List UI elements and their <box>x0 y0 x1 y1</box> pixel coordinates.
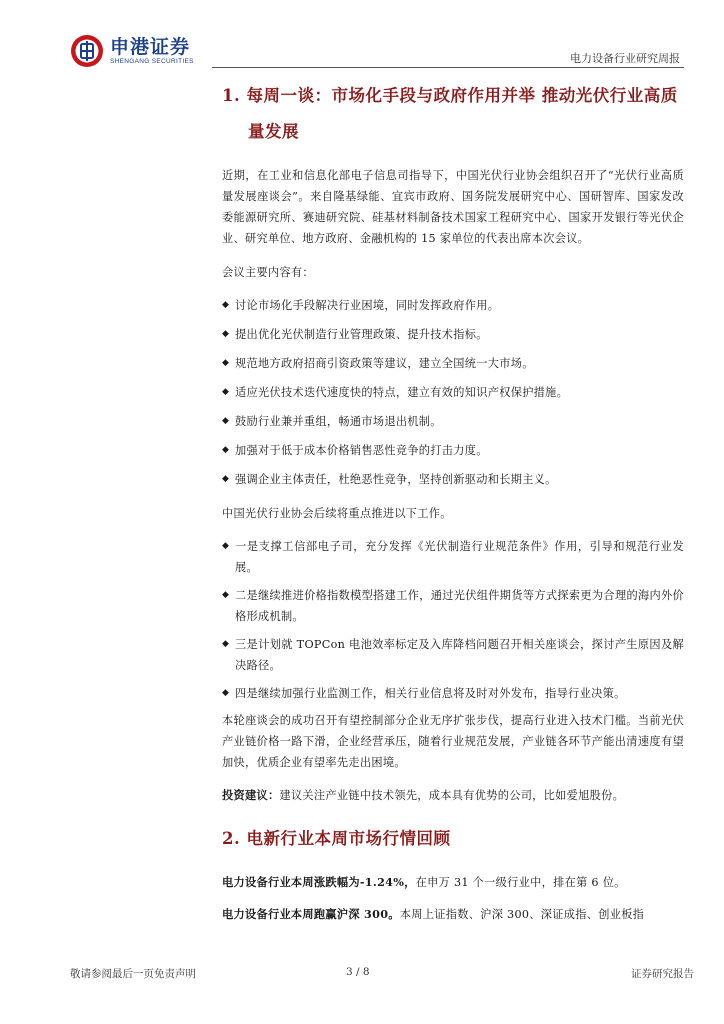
meeting-points-list <box>222 295 684 490</box>
meeting-intro: 会议主要内容有： <box>222 266 314 279</box>
list-item: ◆ 三是计划就 TOPCon 电池效率标定及入库降档问题召开相关座谈会，探讨产生原因及解决路径。 <box>222 634 684 676</box>
list-item: ◆ 提出优化光伏制造行业管理政策、提升技术指标。 <box>222 324 684 345</box>
header-divider <box>212 67 684 68</box>
bullet-icon: ◆ <box>222 416 230 426</box>
followup-points-list <box>222 536 684 704</box>
bullet-icon: ◆ <box>222 329 230 339</box>
advice-label: 投资建议： <box>222 788 280 802</box>
bullet-icon: ◆ <box>222 300 230 310</box>
bullet-icon: ◆ <box>222 639 230 649</box>
followup-intro: 中国光伏行业协会后续将重点推进以下工作。 <box>222 507 452 520</box>
bullet-icon: ◆ <box>222 387 230 397</box>
bullet-icon: ◆ <box>222 474 230 484</box>
market-paragraph-1: 电力设备行业本周涨跌幅为-1.24%，在申万 31 个一级行业中，排在第 6 位。 <box>222 875 626 889</box>
list-item: ◆ 加强对于低于成本价格销售恶性竞争的打击力度。 <box>222 440 684 461</box>
report-body <box>222 80 684 925</box>
footer-doc-type: 证券研究报告 <box>631 968 694 980</box>
list-item: ◆ 四是继续加强行业监测工作，相关行业信息将及时对外发布，指导行业决策。 <box>222 683 684 704</box>
page-number: 3 / 8 <box>346 966 370 978</box>
conclusion-paragraph: 本轮座谈会的成功召开有望控制部分企业无序扩张步伐，提高行业进入技术门槛。当前光伏产业链价格一路下滑，企业经营承压，随着行业规范发展，产业链各环节产能出清速度有望加快，优质企业有望率先走出困境。 <box>222 714 684 769</box>
logo-english-name: SHENGANG SECURITIES <box>110 58 194 65</box>
list-item: ◆ 讨论市场化手段解决行业困境，同时发挥政府作用。 <box>222 295 684 316</box>
bullet-icon: ◆ <box>222 541 230 551</box>
bullet-icon: ◆ <box>222 358 230 368</box>
investment-advice <box>222 785 684 806</box>
section-1-title <box>222 83 684 145</box>
list-item: ◆ 一是支撑工信部电子司，充分发挥《光伏制造行业规范条件》作用，引导和规范行业发展。 <box>222 536 684 578</box>
list-item: ◆ 二是继续推进价格指数模型搭建工作，通过光伏组件期货等方式探索更为合理的海内外价格形成机制。 <box>222 585 684 627</box>
logo-chinese-name: 申港证券 <box>110 36 191 58</box>
bullet-icon: ◆ <box>222 445 230 455</box>
bullet-icon: ◆ <box>222 590 230 600</box>
intro-paragraph: 近期，在工业和信息化部电子信息司指导下，中国光伏行业协会组织召开了“光伏行业高质量发展座谈会”。来自隆基绿能、宜宾市政府、国务院发展研究中心、国研智库、国家发改委能源研究所、赛迪研究院、硅基材料制备技术国家工程研究中心、国家开发银行等光伏企业、研究单位、地方政府、金融机构的 15 家单位的代表出席本次会议。 <box>222 169 684 245</box>
list-item: ◆ 规范地方政府招商引资政策等建议，建立全国统一大市场。 <box>222 353 684 374</box>
market-paragraph-2: 电力设备行业本周跑赢沪深 300。本周上证指数、沪深 300、深证成指、创业板指 <box>222 907 645 921</box>
bullet-icon: ◆ <box>222 688 230 698</box>
list-item: ◆ 鼓励行业兼并重组，畅通市场退出机制。 <box>222 411 684 432</box>
company-logo <box>70 34 194 68</box>
list-item: ◆ 强调企业主体责任，杜绝恶性竞争，坚持创新驱动和长期主义。 <box>222 469 684 490</box>
advice-text: 建议关注产业链中技术领先，成本具有优势的公司，比如爱旭股份。 <box>279 789 625 802</box>
report-type: 电力设备行业研究周报 <box>570 52 680 65</box>
section-2-title: 2. 电新行业本周市场行情回顾 <box>222 829 451 848</box>
footer-disclaimer: 敬请参阅最后一页免责声明 <box>70 968 196 980</box>
list-item: ◆ 适应光伏技术迭代速度快的特点，建立有效的知识产权保护措施。 <box>222 382 684 403</box>
section-1-title-line2: 量发展 <box>248 122 299 141</box>
shengang-logo-icon <box>70 34 104 68</box>
section-1-title-line1: 1. 每周一谈：市场化手段与政府作用并举 推动光伏行业高质 <box>222 86 678 105</box>
